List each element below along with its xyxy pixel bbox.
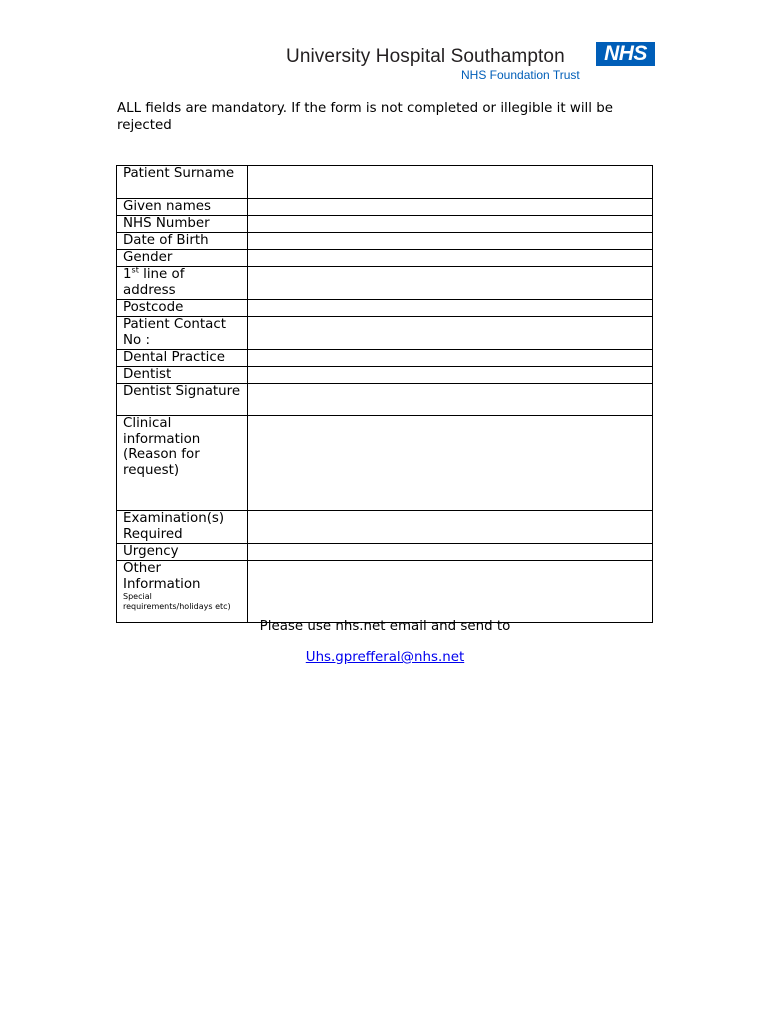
table-row — [117, 561, 653, 623]
field-input-nhs-number[interactable] — [248, 216, 653, 233]
table-row — [117, 544, 653, 561]
field-label-other-information — [117, 561, 248, 623]
table-row — [117, 216, 653, 233]
field-input-clinical-information[interactable] — [248, 416, 653, 511]
field-input-other-information[interactable] — [248, 561, 653, 623]
nhs-logo: NHS — [596, 42, 655, 66]
field-input-dentist-signature[interactable] — [248, 384, 653, 416]
table-row — [117, 350, 653, 367]
field-label-date-of-birth: Date of Birth — [117, 233, 248, 250]
table-row — [117, 199, 653, 216]
field-input-dental-practice[interactable] — [248, 350, 653, 367]
field-label-dental-practice: Dental Practice — [117, 350, 248, 367]
field-label-patient-contact: Patient Contact No : — [117, 317, 248, 350]
field-label-address-line-1 — [117, 267, 248, 300]
table-row — [117, 267, 653, 300]
field-input-patient-surname[interactable] — [248, 166, 653, 199]
field-label-patient-surname: Patient Surname — [117, 166, 248, 199]
organisation-name: University Hospital Southampton — [286, 46, 565, 67]
table-row — [117, 511, 653, 544]
table-row — [117, 166, 653, 199]
table-row — [117, 300, 653, 317]
field-label-nhs-number: NHS Number — [117, 216, 248, 233]
table-row — [117, 317, 653, 350]
field-label-examinations-required: Examination(s) Required — [117, 511, 248, 544]
field-input-examinations-required[interactable] — [248, 511, 653, 544]
email-link[interactable]: Uhs.gprefferal@nhs.net — [305, 650, 465, 665]
field-input-gender[interactable] — [248, 250, 653, 267]
table-row — [117, 384, 653, 416]
address-label-prefix: 1 — [123, 267, 132, 282]
referral-form-table — [116, 165, 653, 623]
field-label-postcode: Postcode — [117, 300, 248, 317]
mandatory-notice: ALL fields are mandatory. If the form is not completed or illegible it will be rejected — [117, 101, 613, 133]
field-label-dentist-signature: Dentist Signature — [117, 384, 248, 416]
other-information-label: Other Information — [123, 561, 201, 592]
field-input-urgency[interactable] — [248, 544, 653, 561]
field-input-patient-contact[interactable] — [248, 317, 653, 350]
table-row — [117, 250, 653, 267]
field-label-urgency: Urgency — [117, 544, 248, 561]
organisation-subtitle: NHS Foundation Trust — [461, 68, 580, 82]
table-row — [117, 233, 653, 250]
field-label-gender: Gender — [117, 250, 248, 267]
field-input-given-names[interactable] — [248, 199, 653, 216]
other-information-sublabel: Special requirements/holidays etc) — [123, 592, 231, 612]
field-input-postcode[interactable] — [248, 300, 653, 317]
field-input-dentist[interactable] — [248, 367, 653, 384]
field-input-date-of-birth[interactable] — [248, 233, 653, 250]
field-label-given-names: Given names — [117, 199, 248, 216]
table-row — [117, 416, 653, 511]
table-row — [117, 367, 653, 384]
page-header — [286, 42, 658, 86]
address-label-sup: st — [131, 265, 139, 275]
field-label-clinical-information: Clinical information (Reason for request) — [117, 416, 248, 511]
field-input-address-line-1[interactable] — [248, 267, 653, 300]
field-label-dentist: Dentist — [117, 367, 248, 384]
footer-instruction: Please use nhs.net email and send to — [259, 619, 511, 634]
footer-email-container — [0, 650, 770, 665]
address-label-suffix: line of address — [123, 267, 185, 298]
